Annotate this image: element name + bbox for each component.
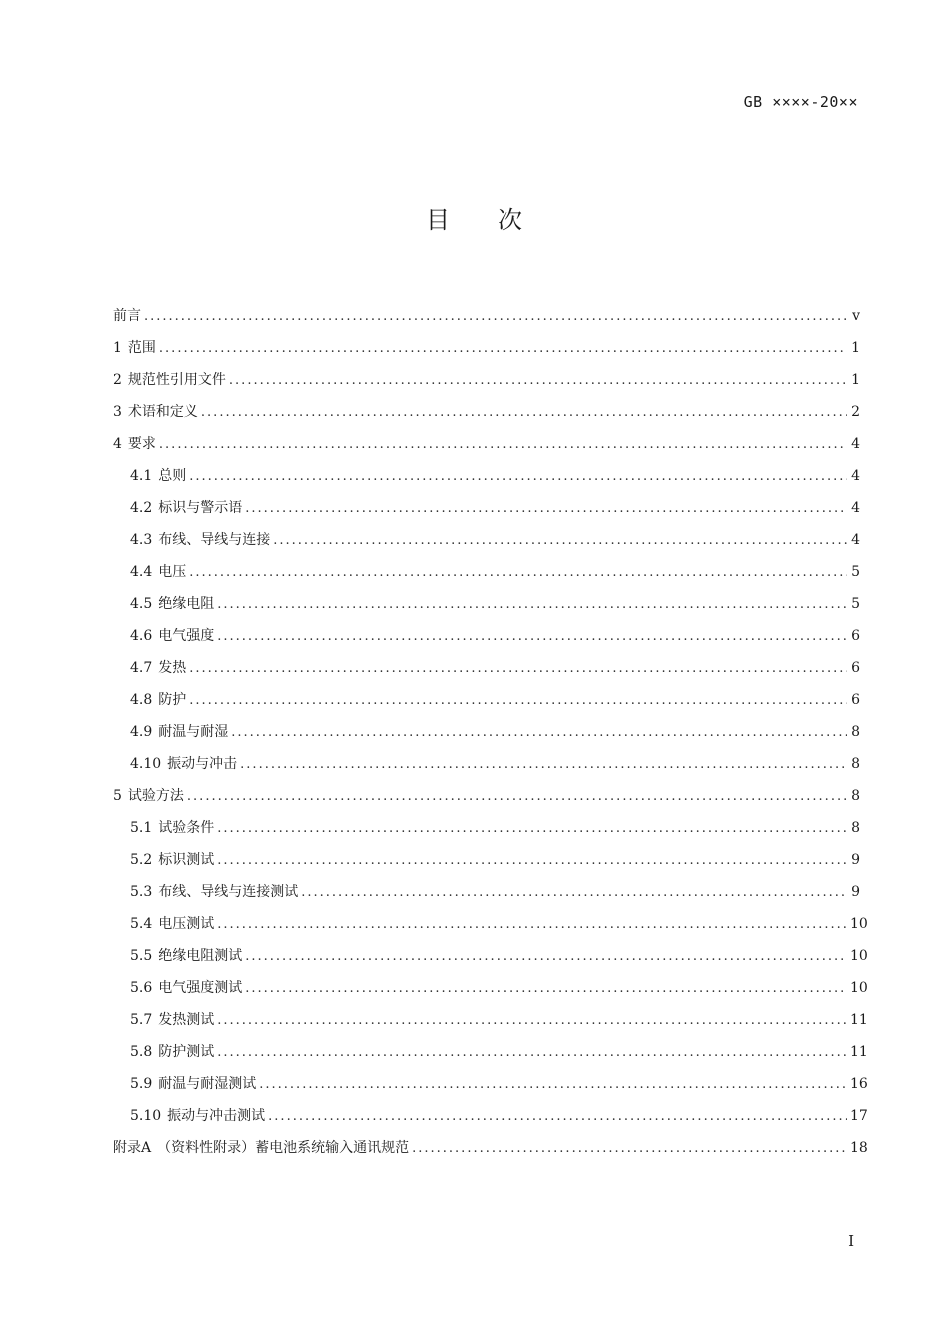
toc-entry-number: 4.10 <box>130 756 162 772</box>
toc-entry-number: 4.6 <box>130 628 153 644</box>
toc-leader-dots <box>159 431 847 459</box>
toc-entry-title: 绝缘电阻测试 <box>158 948 243 964</box>
toc-entry[interactable] <box>113 1070 868 1102</box>
toc-entry-number: 4.4 <box>130 564 153 580</box>
toc-entry-number: 4.5 <box>130 596 153 612</box>
toc-leader-dots <box>189 687 847 715</box>
toc-entry-number: 4.8 <box>130 692 153 708</box>
toc-entry-page: 10 <box>850 948 868 964</box>
toc-entry-page: 6 <box>851 660 860 676</box>
toc-entry-page: 8 <box>851 820 860 836</box>
toc-entry-title: 范围 <box>127 340 156 356</box>
toc-entry-number: 附录A <box>113 1140 152 1156</box>
toc-entry[interactable] <box>113 590 860 622</box>
toc-entry-page: 17 <box>850 1108 868 1124</box>
toc-entry-number: 4.9 <box>130 724 153 740</box>
toc-entry-title: 电气强度测试 <box>158 980 243 996</box>
toc-leader-dots <box>189 655 847 683</box>
toc-entry-page: 10 <box>850 916 868 932</box>
toc-entry-title: 布线、导线与连接测试 <box>158 884 299 900</box>
toc-entry-page: 1 <box>851 372 860 388</box>
toc-entry-page: 9 <box>851 852 860 868</box>
toc-entry-page: 4 <box>851 468 860 484</box>
toc-entry[interactable] <box>113 366 860 398</box>
toc-entry[interactable] <box>113 494 860 526</box>
toc-entry-page: 11 <box>850 1012 868 1028</box>
toc-leader-dots <box>412 1135 847 1163</box>
toc-entry-title: 发热 <box>158 660 187 676</box>
toc-leader-dots <box>189 559 847 587</box>
toc-entry-number: 5.4 <box>130 916 153 932</box>
toc-entry-title: 振动与冲击测试 <box>167 1108 266 1124</box>
toc-leader-dots <box>229 367 847 395</box>
toc-entry[interactable] <box>113 782 860 814</box>
toc-entry-title: （资料性附录）蓄电池系统输入通讯规范 <box>157 1140 410 1156</box>
toc-entry[interactable] <box>113 686 860 718</box>
toc-leader-dots <box>301 879 847 907</box>
toc-entry[interactable] <box>113 878 860 910</box>
standard-code: GB ××××-20×× <box>743 93 858 111</box>
toc-entry-page: 10 <box>850 980 868 996</box>
toc-entry-page: 8 <box>851 788 860 804</box>
toc-entry[interactable] <box>113 558 860 590</box>
toc-leader-dots <box>217 847 847 875</box>
toc-entry[interactable] <box>113 1006 868 1038</box>
toc-entry-page: 1 <box>851 340 860 356</box>
toc-entry-number: 3 <box>113 404 122 420</box>
toc-leader-dots <box>217 623 847 651</box>
toc-entry-title: 振动与冲击 <box>167 756 238 772</box>
toc-entry-page: 4 <box>851 532 860 548</box>
toc-leader-dots <box>201 399 847 427</box>
toc-entry-title: 绝缘电阻 <box>158 596 215 612</box>
toc-entry-title: 总则 <box>158 468 187 484</box>
toc-entry-number: 5.8 <box>130 1044 153 1060</box>
toc-entry-title: 试验条件 <box>158 820 215 836</box>
toc-leader-dots <box>144 303 847 331</box>
toc-entry-title: 电气强度 <box>158 628 215 644</box>
toc-entry-page: 4 <box>851 436 860 452</box>
toc-entry[interactable] <box>113 334 860 366</box>
toc-entry-title: 发热测试 <box>158 1012 215 1028</box>
page-number: I <box>848 1232 854 1250</box>
toc-entry-number: 4.1 <box>130 468 153 484</box>
toc-entry[interactable] <box>113 1038 868 1070</box>
toc-entry-page: 5 <box>851 564 860 580</box>
toc-entry-number: 5.6 <box>130 980 153 996</box>
toc-leader-dots <box>268 1103 847 1131</box>
toc-leader-dots <box>187 783 847 811</box>
toc-leader-dots <box>217 815 847 843</box>
page-title <box>0 200 950 235</box>
toc-leader-dots <box>245 495 847 523</box>
toc-leader-dots <box>217 911 847 939</box>
toc-entry-number: 1 <box>113 340 122 356</box>
toc-entry-number: 4.3 <box>130 532 153 548</box>
toc-entry-page: 11 <box>850 1044 868 1060</box>
toc-entry[interactable] <box>113 654 860 686</box>
toc-entry-number: 5.10 <box>130 1108 162 1124</box>
toc-leader-dots <box>189 463 847 491</box>
toc-entry-title: 试验方法 <box>127 788 184 804</box>
toc-entry-number: 5 <box>113 788 122 804</box>
toc-entry-number: 4.2 <box>130 500 153 516</box>
toc-entry[interactable] <box>113 750 860 782</box>
toc-entry-title: 防护测试 <box>158 1044 215 1060</box>
toc-entry-title: 要求 <box>127 436 156 452</box>
toc-entry[interactable] <box>113 302 860 334</box>
toc-leader-dots <box>259 1071 847 1099</box>
toc-entry[interactable] <box>113 814 860 846</box>
toc-entry[interactable] <box>113 1134 868 1166</box>
toc-leader-dots <box>231 719 847 747</box>
toc-leader-dots <box>159 335 847 363</box>
toc-entry-number: 4 <box>113 436 122 452</box>
toc-entry-number: 4.7 <box>130 660 153 676</box>
toc-entry[interactable] <box>113 398 860 430</box>
toc-entry[interactable] <box>113 462 860 494</box>
toc-entry-number: 5.5 <box>130 948 153 964</box>
toc-entry-page: 16 <box>850 1076 868 1092</box>
toc-entry-page: 5 <box>851 596 860 612</box>
toc-entry-page: 8 <box>851 756 860 772</box>
toc-entry[interactable] <box>113 974 868 1006</box>
toc-entry-page: 18 <box>850 1140 868 1156</box>
toc-entry-title: 规范性引用文件 <box>127 372 226 388</box>
toc-entry-number: 5.7 <box>130 1012 153 1028</box>
toc-entry-title: 耐温与耐湿 <box>158 724 229 740</box>
toc-entry[interactable] <box>113 526 860 558</box>
toc-entry[interactable] <box>113 1102 868 1134</box>
toc-leader-dots <box>245 943 847 971</box>
toc-leader-dots <box>240 751 847 779</box>
toc-leader-dots <box>217 1039 847 1067</box>
toc-entry-title: 防护 <box>158 692 187 708</box>
toc-entry[interactable] <box>113 718 860 750</box>
page-title-char-2: 次 <box>498 206 524 234</box>
toc-entry-title: 布线、导线与连接 <box>158 532 271 548</box>
toc-leader-dots <box>245 975 847 1003</box>
toc-entry[interactable] <box>113 622 860 654</box>
toc-entry-title: 耐温与耐湿测试 <box>158 1076 257 1092</box>
toc-entry[interactable] <box>113 430 860 462</box>
toc-entry-title: 电压 <box>158 564 187 580</box>
toc-leader-dots <box>217 591 847 619</box>
toc-entry-page: 2 <box>851 404 860 420</box>
toc-entry-number: 5.2 <box>130 852 153 868</box>
toc-leader-dots <box>217 1007 847 1035</box>
toc-entry-number: 5.9 <box>130 1076 153 1092</box>
toc-entry-page: 9 <box>851 884 860 900</box>
toc-entry[interactable] <box>113 846 860 878</box>
page-title-char-1: 目 <box>426 206 452 234</box>
toc-entry-title: 电压测试 <box>158 916 215 932</box>
toc-entry-title: 标识测试 <box>158 852 215 868</box>
toc-entry[interactable] <box>113 942 868 974</box>
toc-entry-page: 8 <box>851 724 860 740</box>
toc-entry-title: 标识与警示语 <box>158 500 243 516</box>
toc-entry-number: 5.3 <box>130 884 153 900</box>
toc-entry-page: 4 <box>851 500 860 516</box>
toc-entry-page: v <box>852 308 860 324</box>
toc-entry-title: 术语和定义 <box>127 404 198 420</box>
toc-entry-number: 2 <box>113 372 122 388</box>
toc-entry[interactable] <box>113 910 868 942</box>
table-of-contents <box>113 302 868 1166</box>
toc-entry-page: 6 <box>851 628 860 644</box>
toc-entry-number: 5.1 <box>130 820 153 836</box>
toc-leader-dots <box>273 527 847 555</box>
toc-entry-page: 6 <box>851 692 860 708</box>
toc-entry-title: 前言 <box>113 308 141 324</box>
